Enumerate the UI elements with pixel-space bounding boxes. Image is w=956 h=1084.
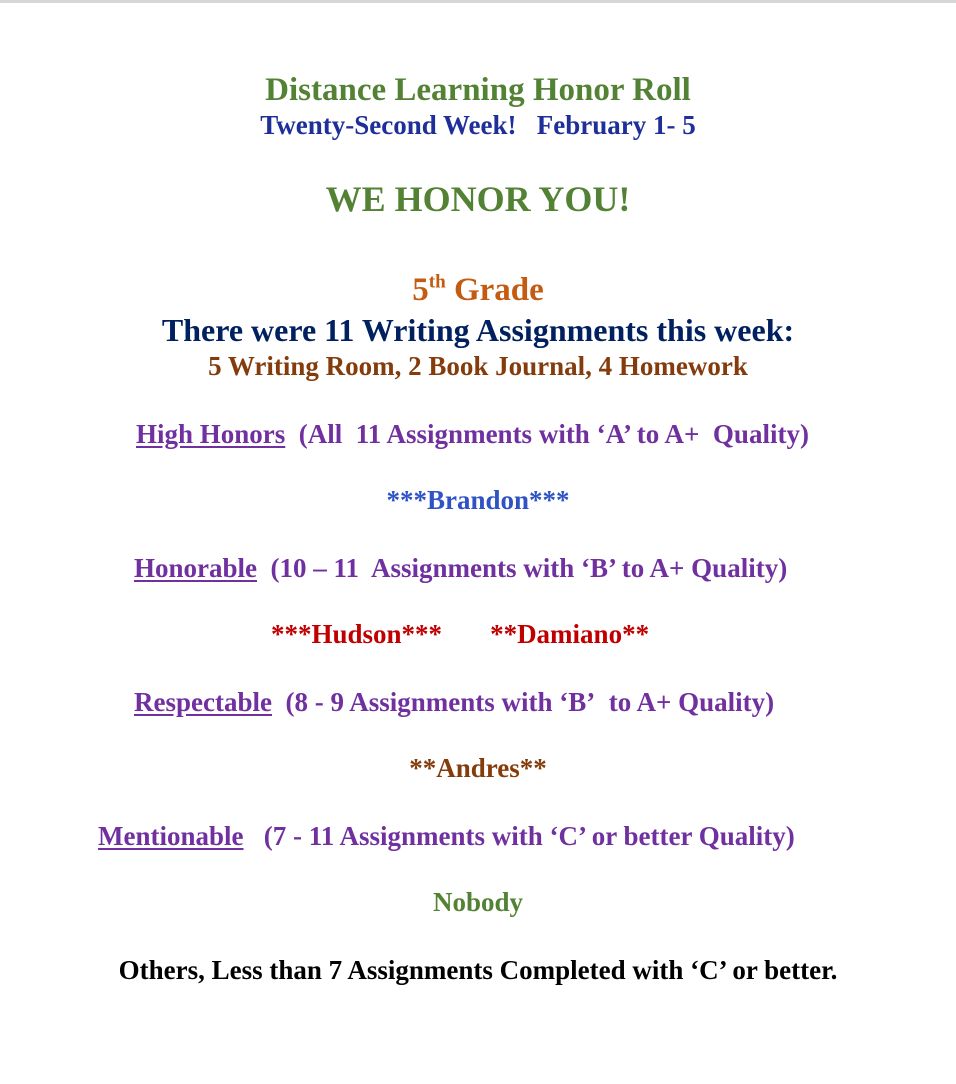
category-label: Mentionable [98, 821, 244, 851]
grade-heading [0, 272, 956, 308]
category-label: Respectable [134, 687, 272, 717]
category-label: High Honors [136, 419, 286, 449]
grade-label: Grade [445, 272, 544, 308]
student-name: **Damiano** [490, 619, 650, 649]
student-name: ***Hudson*** [271, 619, 443, 649]
honorable-names [271, 620, 649, 650]
top-rule [0, 0, 956, 3]
week-subtitle: Twenty-Second Week! February 1- 5 [260, 110, 696, 140]
student-name: **Andres** [409, 753, 547, 783]
assignment-count: There were 11 Writing Assignments this week: [161, 312, 795, 348]
category-mentionable [98, 822, 795, 852]
category-criteria: (10 – 11 Assignments with ‘B’ to A+ Quality) [257, 553, 788, 583]
student-name: ***Brandon*** [386, 485, 570, 515]
category-criteria: (All 11 Assignments with ‘A’ to A+ Quality) [285, 419, 809, 449]
high-honors-names [0, 486, 956, 516]
category-label: Honorable [134, 553, 258, 583]
assignment-breakdown: 5 Writing Room, 2 Book Journal, 4 Homework [208, 351, 748, 381]
others-note: Others, Less than 7 Assignments Completed with ‘C’ or better. [118, 955, 838, 985]
category-honorable [134, 554, 787, 584]
respectable-names [0, 754, 956, 784]
page-title: Distance Learning Honor Roll [265, 72, 691, 108]
category-high-honors [136, 420, 809, 450]
category-respectable [134, 688, 774, 718]
student-name: Nobody [432, 887, 524, 917]
category-criteria: (8 - 9 Assignments with ‘B’ to A+ Quality) [271, 687, 775, 717]
grade-number: 5 [412, 272, 429, 308]
grade-suffix: th [428, 271, 446, 293]
mentionable-names [0, 888, 956, 918]
category-criteria: (7 - 11 Assignments with ‘C’ or better Quality) [243, 821, 795, 851]
honor-heading: WE HONOR YOU! [325, 179, 631, 219]
